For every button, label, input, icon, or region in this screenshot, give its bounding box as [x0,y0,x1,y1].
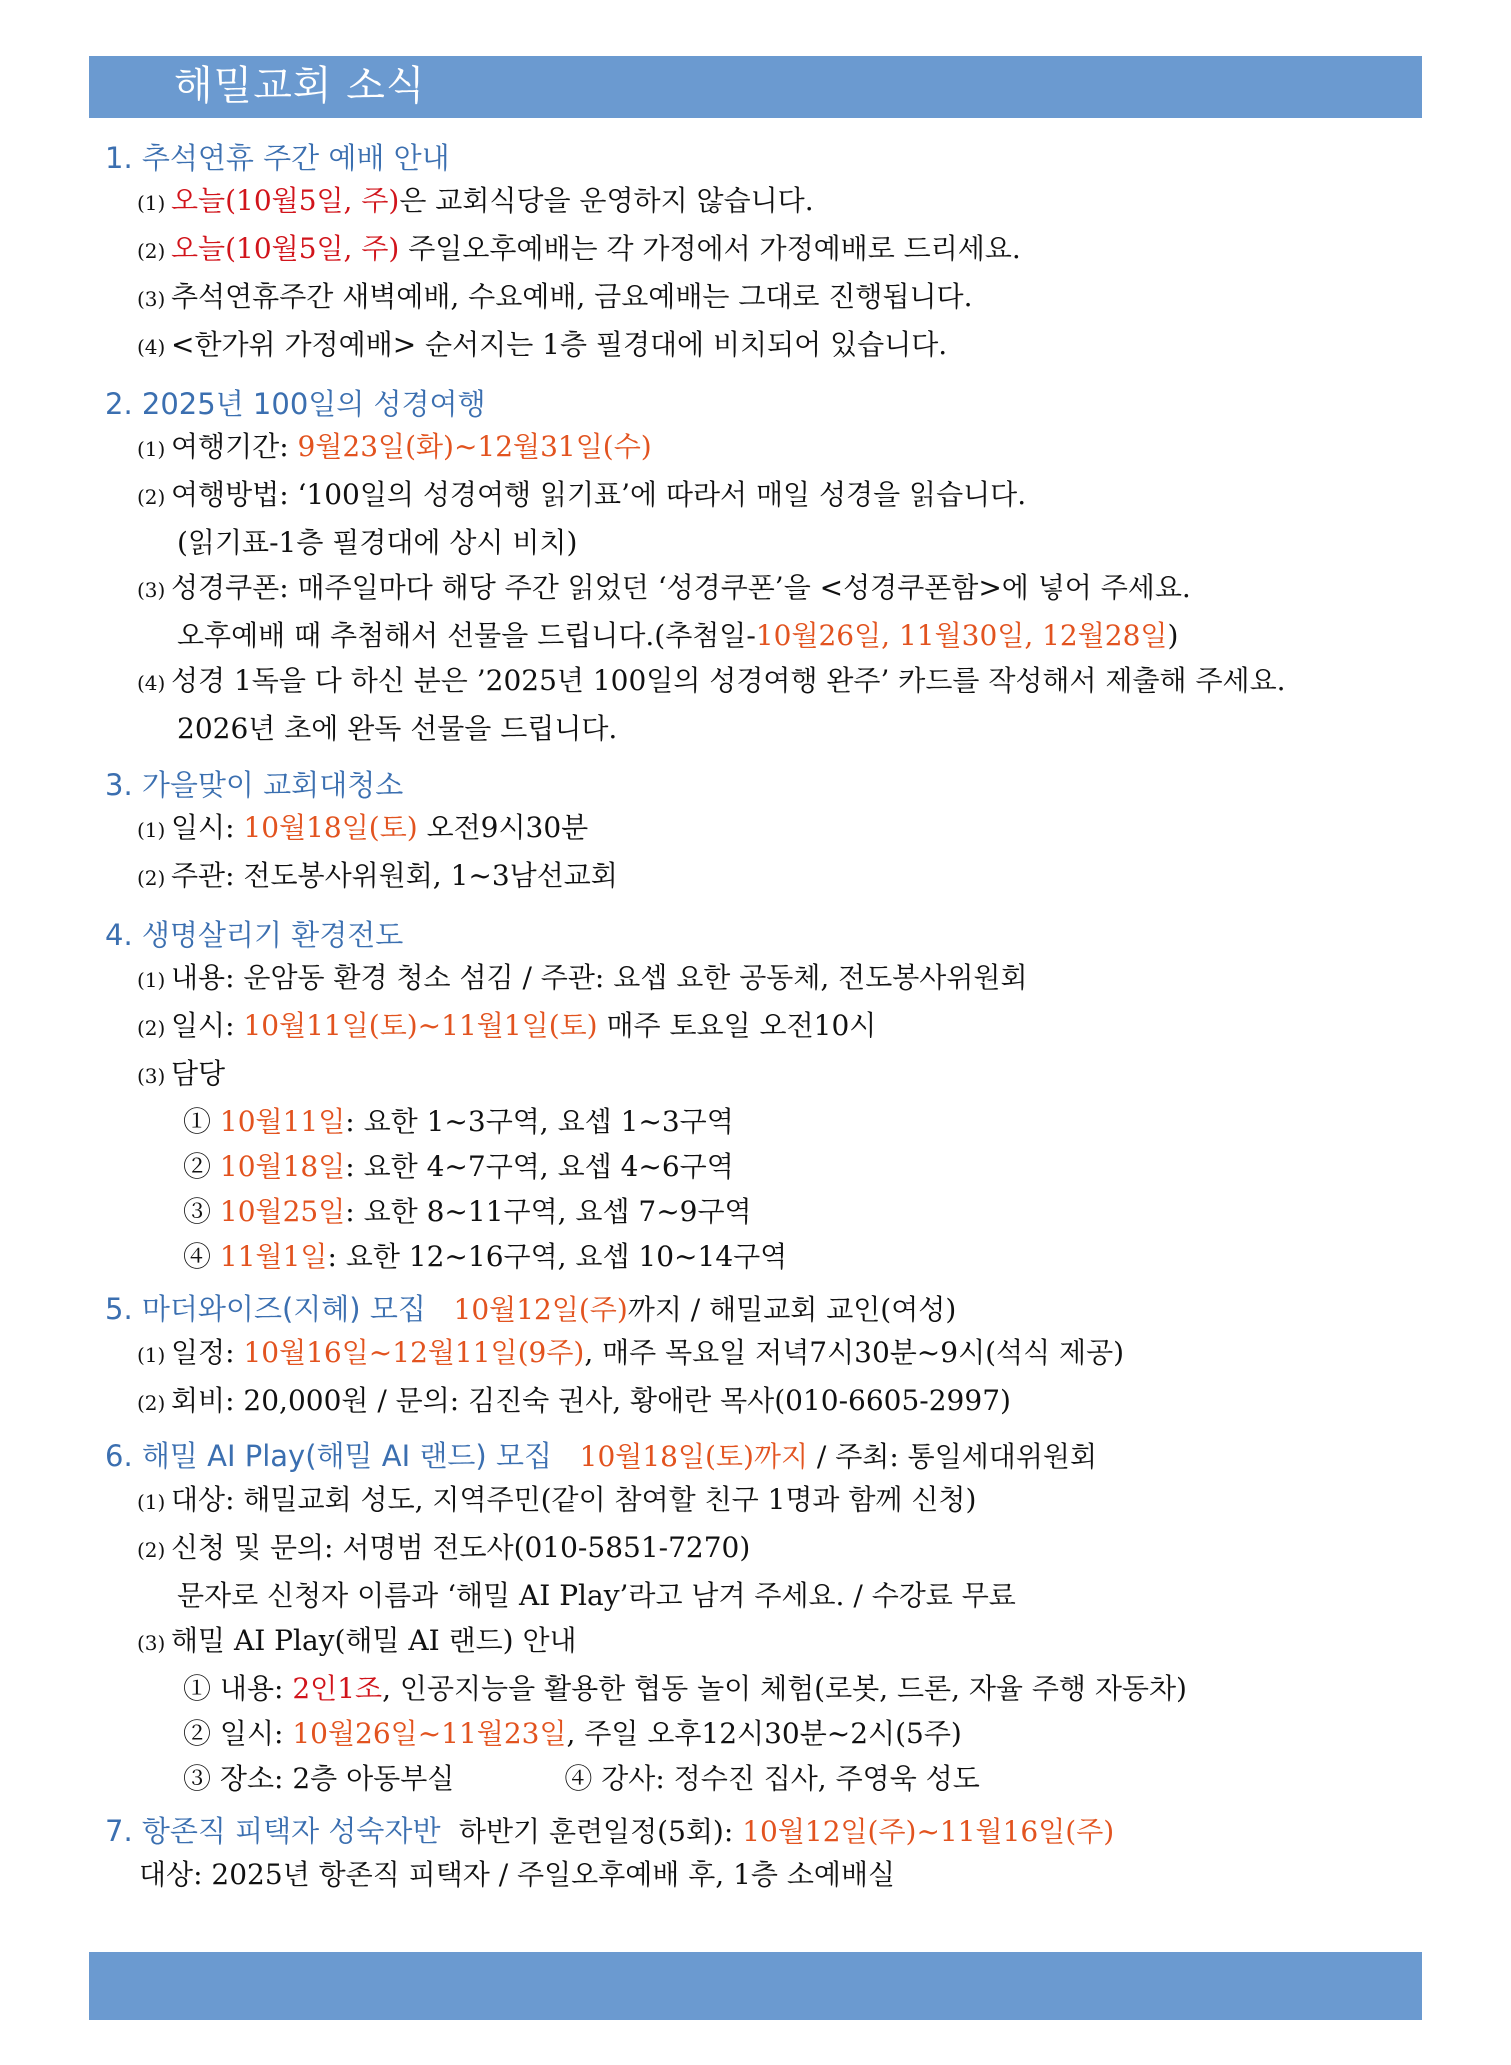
highlight-text: 2인1조 [292,1672,383,1705]
list-item [105,472,1425,520]
list-item-continuation: 문자로 신청자 이름과 ‘해밀 AI Play’라고 남겨 주세요. / 수강료 무료 [177,1579,1016,1612]
item-text: 장소: 2층 아동부실 [219,1762,455,1795]
section-7 [105,1811,1425,1897]
sub-list-item [105,1234,1425,1279]
item-text: 추석연휴주간 새벽예배, 수요예배, 금요예배는 그대로 진행됩니다. [171,280,973,313]
highlight-date: 10월12일(주) [453,1293,628,1326]
section-1 [105,138,1425,370]
list-item-continuation: (읽기표-1층 필경대에 상시 비치) [177,526,578,559]
highlight-date: 10월16일~12월11일(9주) [243,1336,585,1369]
section-2 [105,384,1425,751]
item-text: 매주 토요일 오전10시 [597,1009,877,1042]
list-item-continuation: 2026년 초에 완독 선물을 드립니다. [177,712,618,745]
item-number: (1) [137,968,166,992]
item-number: (1) [137,818,166,842]
item-text: 여행방법: ‘100일의 성경여행 읽기표’에 따라서 매일 성경을 읽습니다. [171,478,1027,511]
list-item [105,1477,1425,1525]
highlight-date: 10월25일 [219,1195,346,1228]
list-item [105,322,1425,370]
list-item [105,424,1425,472]
highlight-date: 오늘(10월5일, 주) [171,184,400,217]
sub-list-item [105,1099,1425,1144]
circled-number: ① [183,1105,212,1138]
item-text: 주일오후예배는 각 가정에서 가정예배로 드리세요. [399,232,1021,265]
item-number: (4) [137,671,166,695]
list-item [105,274,1425,322]
item-text: , 매주 목요일 저녁7시30분~9시(석식 제공) [584,1336,1125,1369]
section-3 [105,765,1425,901]
item-number: (3) [137,578,166,602]
item-number: (3) [137,1064,166,1088]
item-text: ) [1167,619,1179,652]
item-number: (3) [137,287,166,311]
item-text: 해밀 AI Play(해밀 AI 랜드) 안내 [171,1624,577,1657]
item-text: 오전9시30분 [417,811,589,844]
item-text: 회비: 20,000원 / 문의: 김진숙 권사, 황애란 목사(010-6605-2997) [171,1384,1011,1417]
highlight-date: 11월1일 [219,1240,328,1273]
list-item [105,853,1425,901]
item-text: 담당 [171,1057,226,1090]
circled-number: ③ [183,1195,212,1228]
section-5 [105,1289,1425,1426]
highlight-date: 10월18일(토) [243,811,418,844]
item-text: 주관: 전도봉사위원회, 1~3남선교회 [171,859,618,892]
item-number: (1) [137,1343,166,1367]
item-number: (2) [137,1538,166,1562]
item-number: (2) [137,485,166,509]
item-text: 오후예배 때 추첨해서 선물을 드립니다.(추첨일- [177,619,756,652]
item-text: : 요한 1~3구역, 요셉 1~3구역 [345,1105,734,1138]
item-text: 하반기 훈련일정(5회): [458,1815,743,1848]
highlight-date: 10월18일(토)까지 [579,1440,808,1473]
list-item [105,1051,1425,1099]
list-item-continuation [105,613,1425,658]
item-number: (1) [137,437,166,461]
list-item [105,955,1425,1003]
item-text: 내용: [219,1672,293,1705]
item-number: (2) [137,1391,166,1415]
list-item [105,1330,1425,1378]
sub-list-item [105,1144,1425,1189]
item-text: <한가위 가정예배> 순서지는 1층 필경대에 비치되어 있습니다. [171,328,948,361]
list-item [105,805,1425,853]
item-text: 일정: [171,1336,244,1369]
sub-list-item [105,1756,1425,1801]
item-text: 내용: 운암동 환경 청소 섬김 / 주관: 요셉 요한 공동체, 전도봉사위원회 [171,961,1028,994]
circled-number: ③ [183,1762,212,1795]
item-text: , 인공지능을 활용한 협동 놀이 체험(로봇, 드론, 자율 주행 자동차) [382,1672,1187,1705]
highlight-date: 10월18일 [219,1150,346,1183]
list-item [105,1525,1425,1573]
section-title: 4. 생명살리기 환경전도 [105,918,404,952]
section-title-text: 7. 항존직 피택자 성숙자반 [105,1814,441,1848]
section-title [105,1289,1425,1330]
item-text: 은 교회식당을 운영하지 않습니다. [399,184,814,217]
item-number: (1) [137,1490,166,1514]
highlight-date: 10월26일~11월23일 [292,1717,567,1750]
sub-list-item [105,1711,1425,1756]
list-item [105,658,1425,706]
item-text: , 주일 오후12시30분~2시(5주) [566,1717,962,1750]
header-bar [89,56,1422,118]
highlight-date: 10월26일, 11월30일, 12월28일 [755,619,1168,652]
sub-list-item [105,1666,1425,1711]
section-title: 1. 추석연휴 주간 예배 안내 [105,141,450,175]
circled-number: ② [183,1150,212,1183]
page-title: 해밀교회 소식 [174,63,426,109]
circled-number: ① [183,1672,212,1705]
section-6 [105,1436,1425,1801]
circled-number: ④ [564,1762,593,1795]
item-text: 일시: [171,811,244,844]
section-title: 2. 2025년 100일의 성경여행 [105,387,486,421]
sub-list-item [105,1189,1425,1234]
list-item [105,1003,1425,1051]
item-number: (2) [137,1016,166,1040]
item-number: (2) [137,239,166,263]
item-text: 성경쿠폰: 매주일마다 해당 주간 읽었던 ‘성경쿠폰’을 <성경쿠폰함>에 넣어 주세요. [171,571,1191,604]
item-text: 여행기간: [171,430,298,463]
list-item [105,1378,1425,1426]
item-number: (4) [137,335,166,359]
footer-bar [89,1952,1422,2020]
item-number: (2) [137,866,166,890]
list-item: 대상: 2025년 항존직 피택자 / 주일오후예배 후, 1층 소예배실 [139,1858,896,1891]
section-title [105,1811,1425,1852]
section-title: 3. 가을맞이 교회대청소 [105,768,404,802]
item-text: 신청 및 문의: 서명범 전도사(010-5851-7270) [171,1531,751,1564]
highlight-date: 10월11일(토)~11월1일(토) [243,1009,598,1042]
item-text: 대상: 해밀교회 성도, 지역주민(같이 참여할 친구 1명과 함께 신청) [171,1483,977,1516]
list-item [105,1618,1425,1666]
section-title [105,1436,1425,1477]
list-item [105,565,1425,613]
section-4 [105,915,1425,1279]
news-content [105,138,1425,1897]
circled-number: ② [183,1717,212,1750]
circled-number: ④ [183,1240,212,1273]
item-text: 까지 / 해밀교회 교인(여성) [627,1293,957,1326]
item-text: 일시: [171,1009,244,1042]
highlight-date: 오늘(10월5일, 주) [171,232,400,265]
section-title-text: 5. 마더와이즈(지혜) 모집 [105,1292,426,1326]
item-text: 일시: [219,1717,293,1750]
item-text: 강사: 정수진 집사, 주영욱 성도 [601,1762,980,1795]
item-text: : 요한 12~16구역, 요셉 10~14구역 [327,1240,788,1273]
item-text: : 요한 8~11구역, 요셉 7~9구역 [345,1195,752,1228]
item-text: : 요한 4~7구역, 요셉 4~6구역 [345,1150,734,1183]
item-text: 성경 1독을 다 하신 분은 ’2025년 100일의 성경여행 완주’ 카드를 작성해서 제출해 주세요. [171,664,1286,697]
highlight-date: 10월11일 [219,1105,346,1138]
highlight-date: 10월12일(주)~11월16일(주) [742,1815,1115,1848]
list-item [105,178,1425,226]
item-number: (3) [137,1631,166,1655]
item-number: (1) [137,191,166,215]
item-text: / 주최: 통일세대위원회 [808,1440,1098,1473]
list-item [105,226,1425,274]
section-title-text: 6. 해밀 AI Play(해밀 AI 랜드) 모집 [105,1439,552,1473]
highlight-date: 9월23일(화)~12월31일(수) [297,430,652,463]
